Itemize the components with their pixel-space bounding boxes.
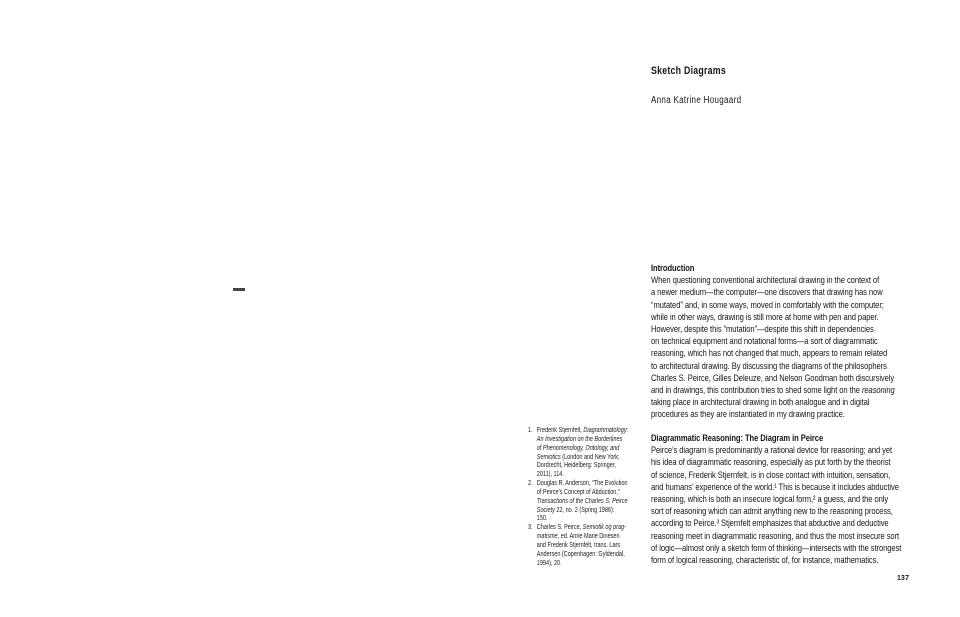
body-line: taking place in architectural drawing in both analogue and in digital: [651, 397, 870, 409]
footnote-number: 1.: [528, 427, 533, 434]
footnotes-column: [528, 427, 660, 569]
body-line: form of logical reasoning, characteristic of, for instance, mathematics.: [651, 555, 879, 567]
footnote: [528, 524, 660, 568]
footnote-line: 1994), 20.: [536, 559, 562, 567]
page-number: 137: [897, 575, 910, 582]
body-line: When questioning conventional architectural drawing in the context of: [651, 275, 880, 287]
footnote-line: Andersen (Copenhagen: Gyldendal,: [536, 550, 625, 558]
footnote-line: Semiotics (London and New York;: [536, 453, 620, 461]
footnote-line: of Peirce’s Concept of Abduction,”: [536, 488, 620, 496]
body-line: Charles S. Peirce, Gilles Deleuze, and Nelson Goodman both discursively: [651, 372, 895, 384]
footnote-number: 3.: [528, 524, 533, 532]
footnote-line: [528, 480, 660, 489]
dash-mark: [233, 288, 245, 291]
footnote-line: Dordrecht, Heidelberg: Springer,: [536, 462, 616, 470]
body-line: “mutated” and, in some ways, moved in comfortably with the computer;: [651, 299, 884, 311]
footnote-line: Transactions of the Charles S. Peirce: [536, 497, 628, 505]
footnote-text: Frederik Stjernfelt, Diagrammatology:: [536, 427, 629, 434]
body-line: a newer medium—the computer—one discovers that drawing has now: [651, 287, 883, 299]
section-introduction: [651, 263, 895, 422]
body-line: reasoning meet in diagrammatic reasoning, and thus the most insecure sort: [651, 530, 900, 542]
footnote-line: An Investigation on the Borderlines: [536, 435, 623, 443]
body-line: Peirce’s diagram is predominantly a rational device for reasoning; and yet: [651, 445, 893, 457]
footnote-line: of Phenomenology, Ontology, and: [536, 444, 620, 452]
footnote: [528, 480, 660, 524]
article-author: Anna Katrine Hougaard: [651, 95, 742, 106]
body-line: reasoning, which has not changed that much, appears to remain related: [651, 348, 888, 360]
footnote-line: 150.: [536, 515, 548, 523]
section-heading: Diagrammatic Reasoning: The Diagram in Peirce: [651, 433, 824, 444]
body-line: reasoning, which is both an insecure logical form,² a guess, and the only: [651, 494, 889, 506]
body-line: according to Peirce.³ Stjernfelt emphasizes that abductive and deductive: [651, 518, 889, 530]
footnote-line: matisme, ed. Anne Marie Dinesen: [536, 533, 620, 541]
footnote-line: 2011), 114.: [536, 471, 564, 479]
section-diagrammatic-reasoning: [651, 433, 901, 567]
body-line: to architectural drawing. By discussing the diagrams of the philosophers: [651, 360, 887, 372]
footnote: [528, 427, 660, 480]
body-line: and in drawings, this contribution tries to shed some light on the reasoning: [651, 385, 895, 397]
body-line: on technical equipment and notational forms—a sort of diagrammatic: [651, 336, 878, 348]
body-line: of science, Frederik Stjernfelt, is in close contact with intuition, sensation,: [651, 469, 891, 481]
footnote-line: and Frederik Stjernfelt, trans. Lars: [536, 541, 621, 549]
footnote-text: Charles S. Peirce, Semiotik og prag-: [536, 524, 626, 532]
section-heading: Introduction: [651, 263, 695, 274]
article-title: Sketch Diagrams: [651, 65, 727, 77]
body-line: procedures as they are instantiated in my drawing practice.: [651, 409, 845, 421]
footnote-line: [528, 427, 660, 436]
footnote-number: 2.: [528, 480, 533, 488]
body-line: while in other ways, drawing is still more at home with pen and paper.: [651, 311, 879, 323]
body-line: his idea of diagrammatic reasoning, especially as put forth by the theorist: [651, 457, 891, 469]
footnote-line: [528, 524, 660, 533]
body-line: of logic—almost only a sketch form of thinking—intersects with the strongest: [651, 542, 902, 554]
body-line: and humans’ experience of the world.¹ This is because it includes abductive: [651, 481, 899, 493]
body-line: However, despite this “mutation”—despite this shift in dependencies: [651, 324, 874, 336]
body-line: sort of reasoning which can admit anything new to the reasoning process,: [651, 506, 893, 518]
footnote-text: Douglas R. Anderson, “The Evolution: [536, 480, 628, 488]
footnote-line: Society 22, no. 2 (Spring 1986):: [536, 506, 615, 514]
